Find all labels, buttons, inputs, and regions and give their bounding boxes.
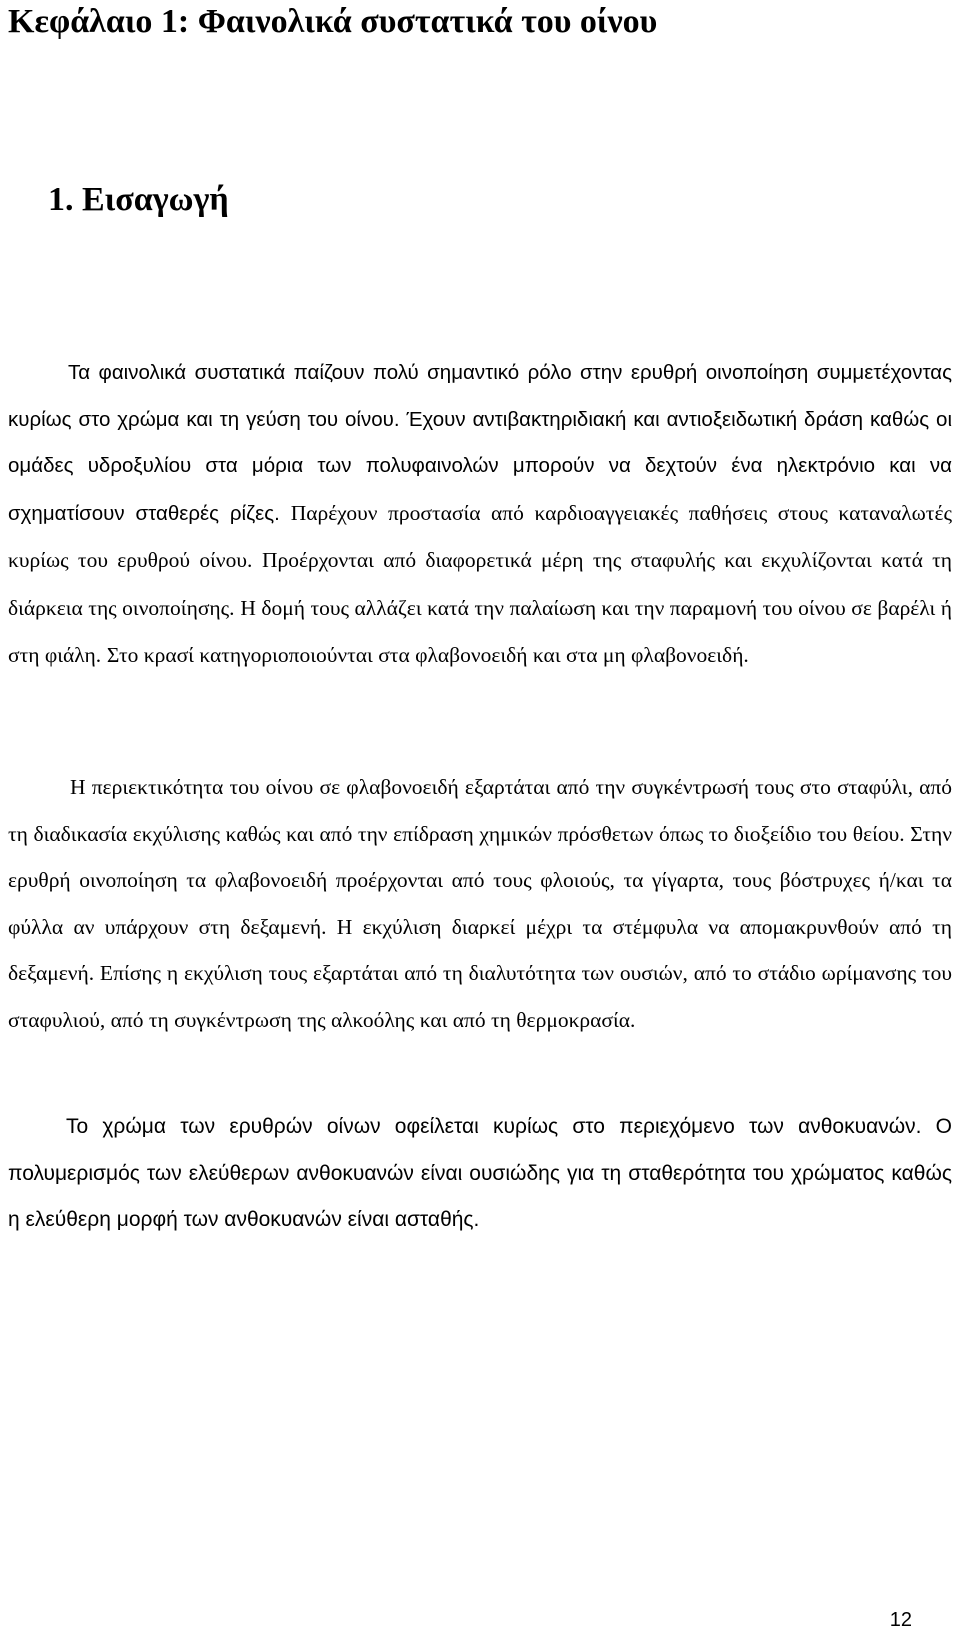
paragraph-intro-sentence-6: Στο κρασί κατηγοριοποιούνται στα φλαβονοειδή και στα μη φλαβονοειδή.	[106, 643, 749, 667]
paragraph-flavonoids: Η περιεκτικότητα του οίνου σε φλαβονοειδή εξαρτάται από την συγκέντρωσή τους στο σταφύλι, από τη διαδικασία εκχύλισης καθώς και από την επίδραση χημικών πρόσθετων όπως το διοξείδιο του θείου. Στην ερυθρή οινοποίηση τα φλαβονοειδή προέρχονται από τους φλοιούς, τα γίγαρτα, τους βόστρυχες ή/και τα φύλλα αν υπάρχουν στη δεξαμενή. Η εκχύλιση διαρκεί μέχρι τα στέμφυλα να απομακρυνθούν από τη δεξαμενή. Επίσης η εκχύλιση τους εξαρτάται από τη διαλυτότητα των ουσιών, από το στάδιο ωρίμανσης του σταφυλιού, από τη συγκέντρωση της αλκοόλης και από τη θερμοκρασία.	[8, 775, 952, 1032]
chapter-title: Κεφάλαιο 1: Φαινολικά συστατικά του οίνου	[8, 3, 658, 40]
section-heading: 1. Εισαγωγή	[48, 181, 229, 218]
paragraph-intro-sentence-2: Έχουν αντιβακτηριδιακή και αντιοξειδωτική δράση καθώς οι ομάδες υδροξυλίου στα μόρια των πολυφαινολών μπορούν να δεχτούν ένα ηλεκτρόνιο και να σχηματίσουν σταθερές ρίζες.	[8, 407, 952, 525]
page-number: 12	[889, 1609, 912, 1631]
paragraph-intro-sentence-4: Προέρχονται από διαφορετικά μέρη της σταφυλής και εκχυλίζονται κατά τη διάρκεια της οινοποίησης.	[8, 548, 952, 620]
paragraph-intro-sentence-5: Η δομή τους αλλάζει κατά την παλαίωση και την παραμονή του οίνου σε βαρέλι ή στη φιάλη.	[8, 595, 953, 667]
paragraph-intro-sentence-3: Παρέχουν προστασία από καρδιοαγγειακές παθήσεις στους καταναλωτές κυρίως του ερυθρού οίνου.	[8, 500, 952, 572]
paragraph-intro	[8, 350, 952, 680]
paragraph-intro-sentence-1: Τα φαινολικά συστατικά παίζουν πολύ σημαντικό ρόλο στην ερυθρή οινοποίηση συμμετέχοντας κυρίως στο χρώμα και τη γεύση του οίνου.	[8, 361, 952, 431]
paragraph-anthocyanins: Το χρώμα των ερυθρών οίνων οφείλεται κυρίως στο περιεχόμενο των ανθοκυανών. Ο πολυμερισμός των ελεύθερων ανθοκυανών είναι ουσιώδης για τη σταθερότητα του χρώματος καθώς η ελεύθερη μορφή των ανθοκυανών είναι ασταθής.	[8, 1115, 952, 1231]
